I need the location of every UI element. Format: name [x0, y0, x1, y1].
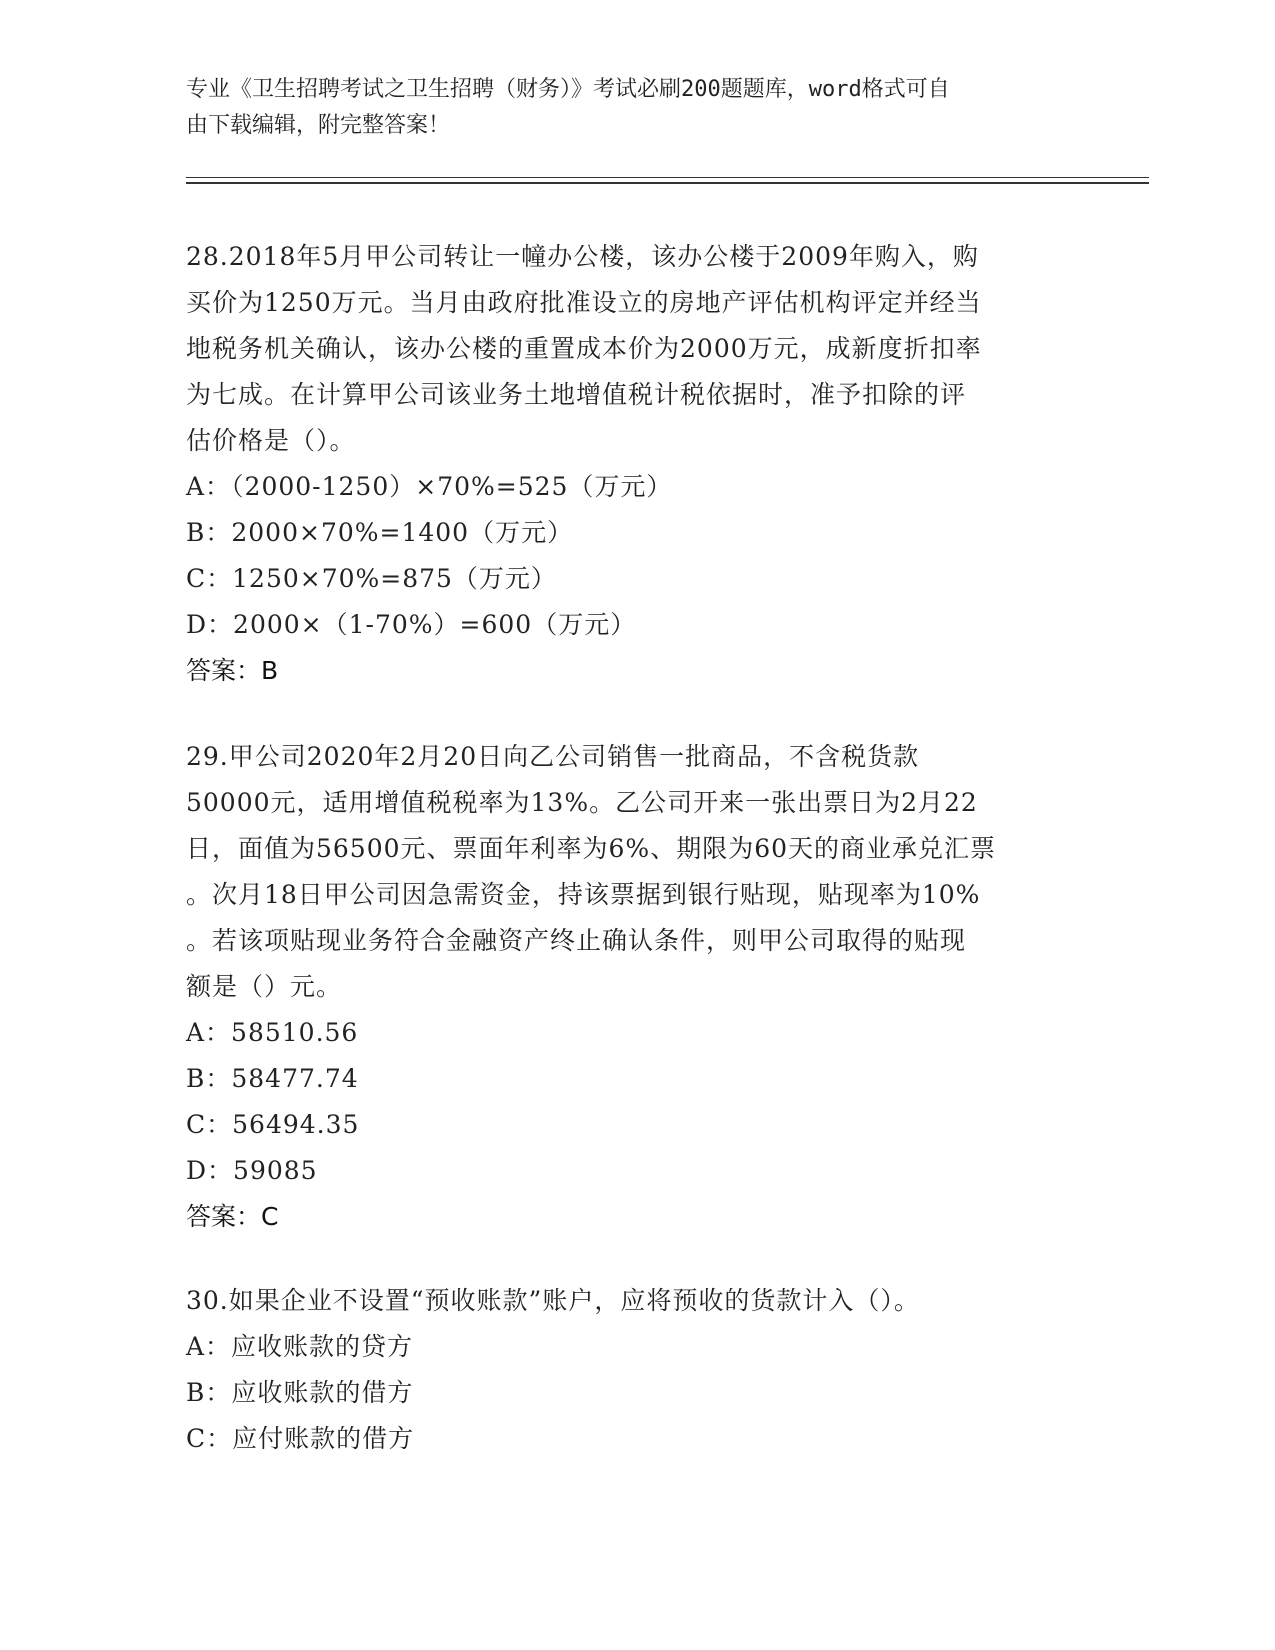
option-b: B：58477.74: [186, 1064, 359, 1093]
header-divider-thick: [186, 182, 1149, 184]
question-text-line: 29.甲公司2020年2月20日向乙公司销售一批商品，不含税货款: [186, 742, 920, 771]
option-a: A：应收账款的贷方: [186, 1332, 414, 1361]
answer-label: 答案：B: [186, 656, 279, 685]
question-30: [186, 1278, 1076, 1462]
option-d: D：2000×（1-70%）=600（万元）: [186, 610, 637, 639]
header-line-2: 由下载编辑，附完整答案！: [186, 113, 451, 138]
header-divider-thin: [186, 177, 1149, 178]
option-d: D：59085: [186, 1156, 318, 1185]
question-text-line: 为七成。在计算甲公司该业务土地增值税计税依据时，准予扣除的评: [186, 380, 967, 409]
question-text-line: 。若该项贴现业务符合金融资产终止确认条件，则甲公司取得的贴现: [186, 926, 967, 955]
question-text-line: 估价格是（）。: [186, 426, 356, 455]
answer-label: 答案：C: [186, 1202, 279, 1231]
option-c: C：1250×70%=875（万元）: [186, 564, 557, 593]
option-a: A：58510.56: [186, 1018, 359, 1047]
question-28: [186, 234, 1076, 694]
option-b: B：应收账款的借方: [186, 1378, 414, 1407]
question-text-line: 日，面值为56500元、票面年利率为6%、期限为60天的商业承兑汇票: [186, 834, 997, 863]
question-text-line: 28.2018年5月甲公司转让一幢办公楼，该办公楼于2009年购入，购: [186, 242, 979, 271]
option-a: A：（2000-1250）×70%=525（万元）: [186, 472, 673, 501]
question-29: [186, 734, 1076, 1240]
question-text-line: 买价为1250万元。当月由政府批准设立的房地产评估机构评定并经当: [186, 288, 982, 317]
question-text-line: 50000元，适用增值税税率为13%。乙公司开来一张出票日为2月22: [186, 788, 978, 817]
document-header: [186, 72, 1066, 144]
option-b: B：2000×70%=1400（万元）: [186, 518, 574, 547]
question-text-line: 30.如果企业不设置“预收账款”账户，应将预收的货款计入（）。: [186, 1286, 920, 1315]
question-text-line: 额是（）元。: [186, 972, 343, 1001]
header-line-1: 专业《卫生招聘考试之卫生招聘（财务）》考试必刷200题题库，word格式可自: [186, 77, 950, 102]
option-c: C：应付账款的借方: [186, 1424, 415, 1453]
option-c: C：56494.35: [186, 1110, 360, 1139]
question-text-line: 。次月18日甲公司因急需资金，持该票据到银行贴现，贴现率为10%: [186, 880, 981, 909]
question-text-line: 地税务机关确认，该办公楼的重置成本价为2000万元，成新度折扣率: [186, 334, 982, 363]
